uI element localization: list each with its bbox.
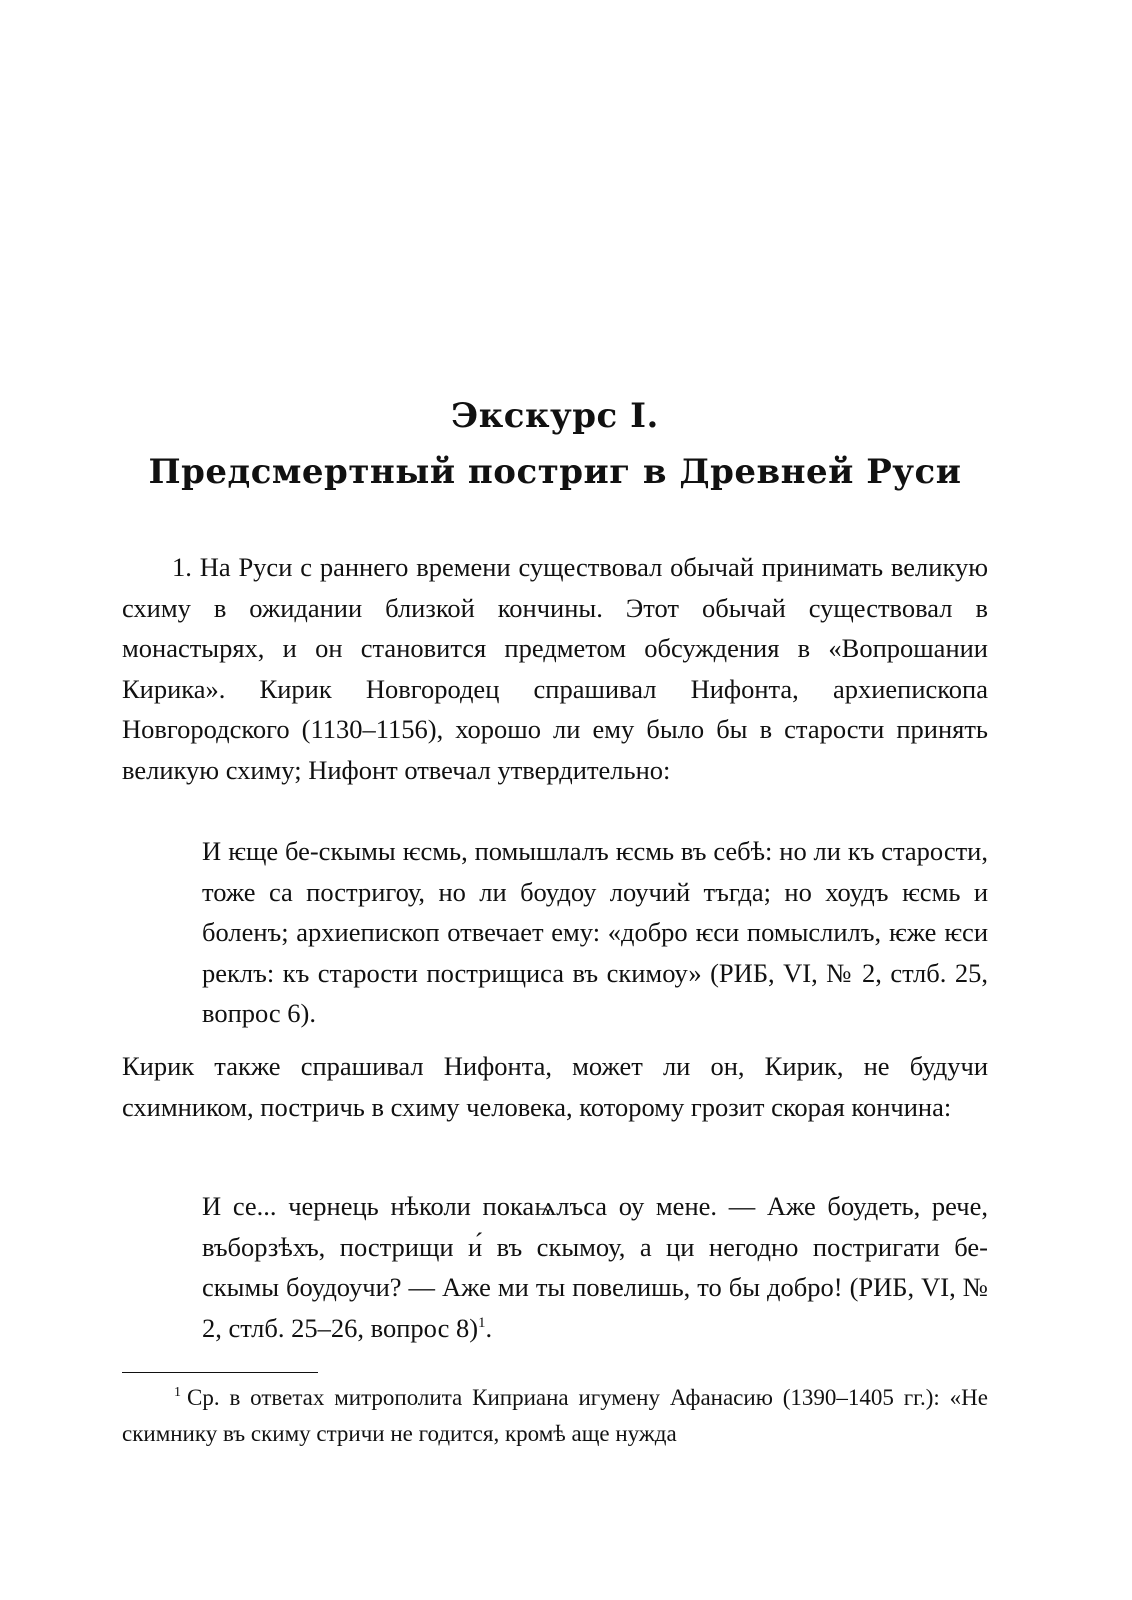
footnote bbox=[122, 1380, 988, 1452]
footnote-reference: 1 bbox=[478, 1314, 486, 1331]
heading-line-1: Экскурс I. bbox=[451, 396, 659, 436]
footnote-text: Ср. в ответах митрополита Киприана игумену Афанасию (1390–1405 гг.): «Не скимнику въ скиму стричи не годится, кромѣ аще нужда bbox=[122, 1385, 988, 1446]
block-quote-2-text: И се... чернець нѣколи покаѩлъса оу мене. — Аже боудеть, рече, въборзѣхъ, пострищи и́ въ скымоу, а ци негодно постригати бе-скымы боудоучи? — Аже ми ты повелишь, то бы добро! (РИБ, VI, № 2, стлб. 25–26, вопрос 8) bbox=[202, 1191, 988, 1343]
heading-line-2: Предсмертный постриг в Древней Руси bbox=[148, 452, 962, 492]
paragraph-1: 1. На Руси с раннего времени существовал обычай принимать великую схиму в ожидании близкой кончины. Этот обычай существовал в монастырях, и он становится предметом обсуждения в «Вопрошании Кирика». Кирик Новгородец спрашивал Нифонта, архиепископа Новгородского (1130–1156), хорошо ли ему было бы в старости принять великую схиму; Нифонт отвечал утвердительно: bbox=[122, 552, 988, 785]
block-quote-1: И ѥще бе-скымы ѥсмь, помышлалъ ѥсмь въ себѣ: но ли къ старости, тоже са постригоу, но ли боудоу лоучий тъгда; но хоудъ ѥсмь и боленъ; архиепископ отвечает ему: «добро ѥси помыслилъ, ѥже ѥси реклъ: къ старости пострищиса въ скимоу» (РИБ, VI, № 2, стлб. 25, вопрос 6). bbox=[202, 836, 988, 1028]
footnote-separator bbox=[122, 1372, 318, 1373]
paragraph-2: Кирик также спрашивал Нифонта, может ли он, Кирик, не будучи схимником, постричь в схиму человека, которому грозит скорая кончина: bbox=[122, 1051, 988, 1122]
footnote-mark: 1 bbox=[174, 1385, 181, 1401]
chapter-heading bbox=[122, 388, 988, 500]
block-quote-2 bbox=[202, 1186, 988, 1348]
block-quote-2-end: . bbox=[485, 1312, 493, 1343]
